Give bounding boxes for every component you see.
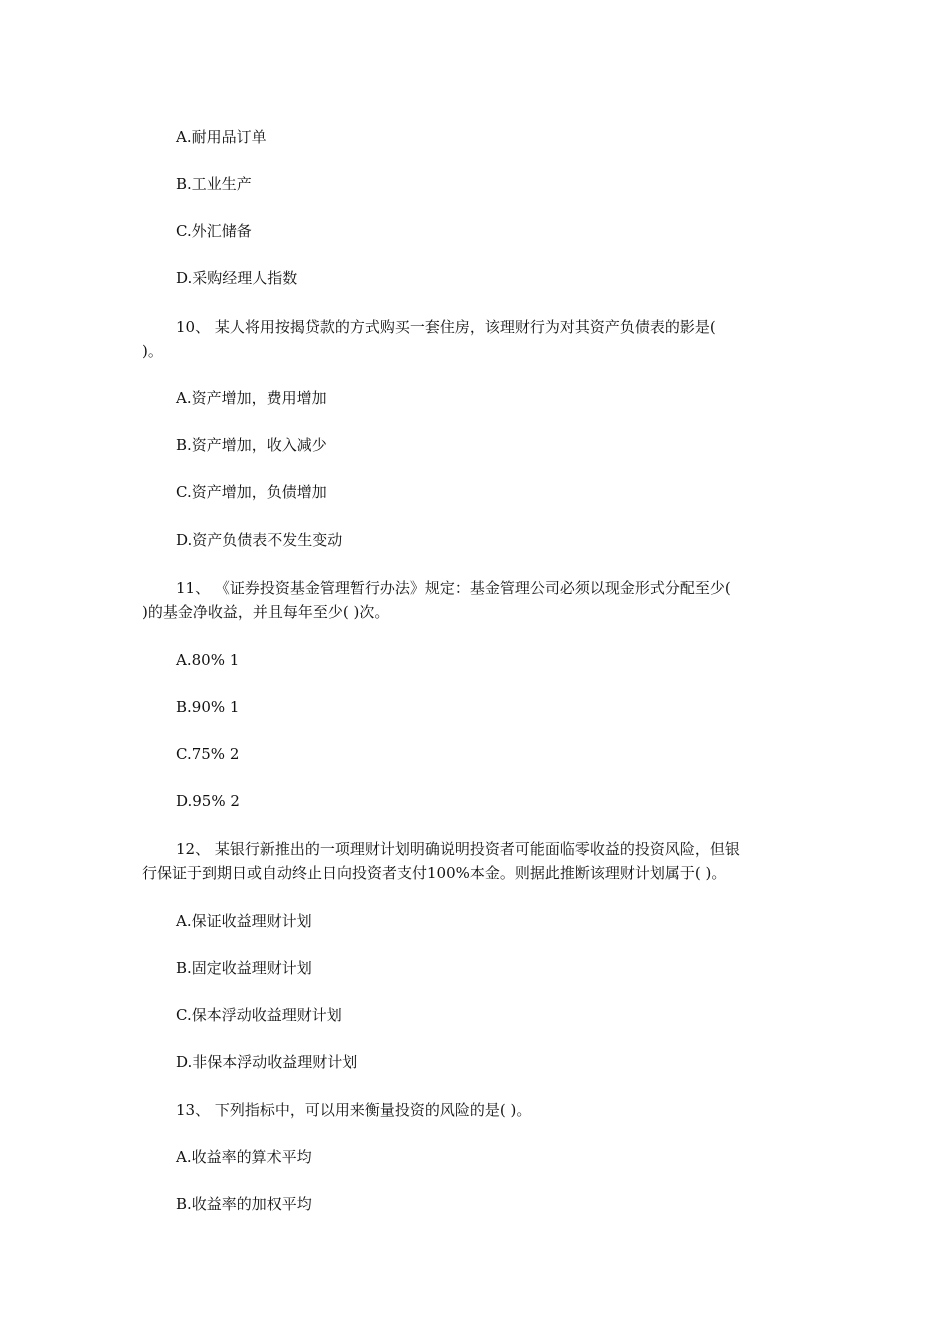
question-11-line-1: 11、 《证券投资基金管理暂行办法》规定：基金管理公司必须以现金形式分配至少( xyxy=(176,579,731,597)
option-12c: C.保本浮动收益理财计划 xyxy=(176,1006,342,1024)
option-9a: A.耐用品订单 xyxy=(176,128,267,146)
option-9b: B.工业生产 xyxy=(176,175,252,193)
option-10a: A.资产增加，费用增加 xyxy=(176,389,327,407)
option-12d: D.非保本浮动收益理财计划 xyxy=(176,1053,358,1071)
question-13-line-1: 13、 下列指标中，可以用来衡量投资的风险的是( )。 xyxy=(176,1101,532,1119)
option-9c: C.外汇储备 xyxy=(176,222,252,240)
option-9d: D.采购经理人指数 xyxy=(176,269,298,287)
option-10c: C.资产增加，负债增加 xyxy=(176,483,327,501)
option-10b: B.资产增加，收入减少 xyxy=(176,436,327,454)
option-12b: B.固定收益理财计划 xyxy=(176,959,312,977)
option-11a: A.80% 1 xyxy=(176,651,240,669)
option-13b: B.收益率的加权平均 xyxy=(176,1195,312,1213)
question-11-line-2: )的基金净收益，并且每年至少( )次。 xyxy=(142,603,390,621)
question-12-line-1: 12、 某银行新推出的一项理财计划明确说明投资者可能面临零收益的投资风险，但银 xyxy=(176,840,740,858)
question-10-line-1: 10、 某人将用按揭贷款的方式购买一套住房，该理财行为对其资产负债表的影是( xyxy=(176,318,716,336)
question-10-line-2: )。 xyxy=(142,342,163,360)
question-12-line-2: 行保证于到期日或自动终止日向投资者支付100%本金。则据此推断该理财计划属于( )。 xyxy=(142,864,727,882)
option-11b: B.90% 1 xyxy=(176,698,240,716)
option-12a: A.保证收益理财计划 xyxy=(176,912,312,930)
option-11d: D.95% 2 xyxy=(176,792,240,810)
option-11c: C.75% 2 xyxy=(176,745,240,763)
option-13a: A.收益率的算术平均 xyxy=(176,1148,312,1166)
option-10d: D.资产负债表不发生变动 xyxy=(176,531,343,549)
